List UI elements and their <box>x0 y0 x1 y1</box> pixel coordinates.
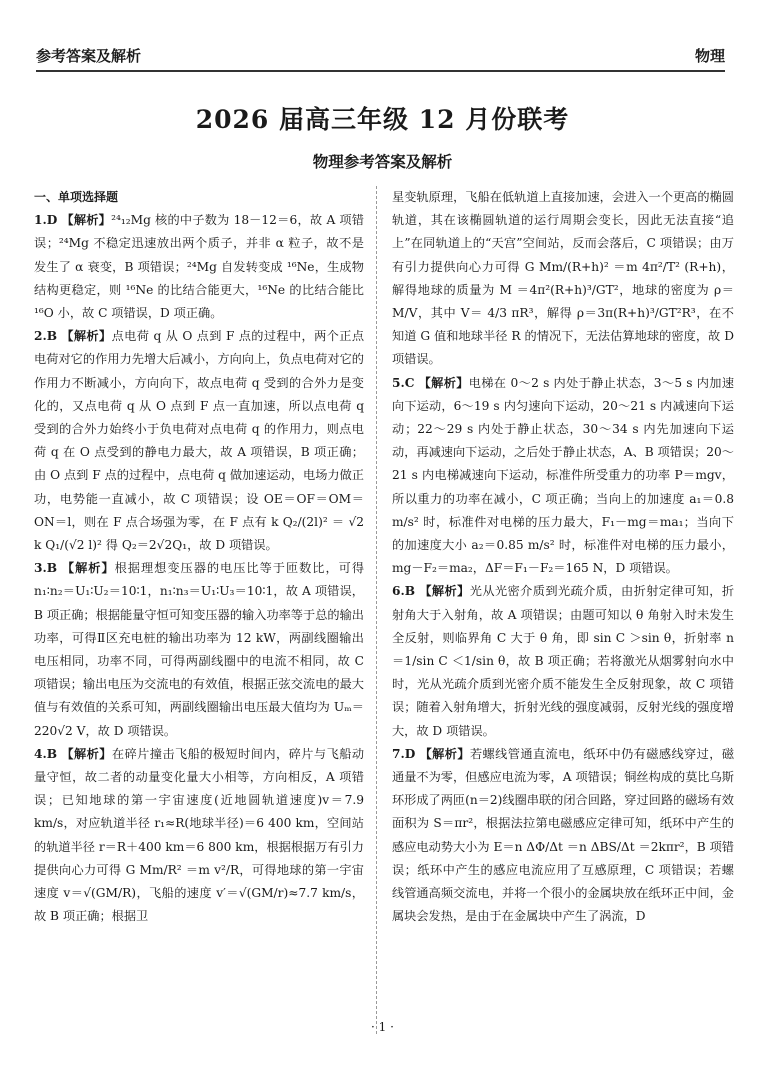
answer-item <box>34 557 364 743</box>
analysis-tag: 【解析】 <box>61 746 112 761</box>
analysis-tag: 【解析】 <box>61 329 112 344</box>
answer-text: ²⁴₁₂Mg 核的中子数为 18－12＝6，故 A 项错误；²⁴Mg 不稳定迅速放出两个质子，并非 α 粒子，故不是发生了 α 衰变，B 项错误；²⁴Mg 自发转变成 ¹⁶Ne，生成物结构更稳定，则 ¹⁶Ne 的比结合能更大，¹⁶Ne 的比结合能比 ¹⁶O 小，故 C 项错误，D 项正确。 <box>34 213 364 321</box>
analysis-tag: 【解析】 <box>61 561 115 576</box>
header-subject: 物理 <box>694 47 725 65</box>
analysis-tag: 【解析】 <box>419 584 470 599</box>
answer-number: 5.C <box>392 375 415 390</box>
answer-item <box>392 186 734 372</box>
right-column <box>392 186 734 929</box>
answer-item <box>34 209 364 325</box>
answer-text: 根据理想变压器的电压比等于匝数比，可得 n₁∶n₂＝U₁∶U₂＝10∶1，n₁∶n₃＝U₁∶U₃＝10∶1，故 A 项错误，B 项正确；根据能量守恒可知变压器的输入功率等于总的输出功率，可得Ⅱ区充电桩的输出功率为 12 kW，两副线圈输出电压相同，功率不同，可得两副线圈中的电流不相同，故 C 项错误；输出电压为交流电的有效值，根据正弦交流电的最大值与有效值的关系可知，两副线圈输出电压最大值均为 Uₘ＝220√2 V，故 D 项错误。 <box>34 561 365 738</box>
column-divider <box>376 186 377 1034</box>
page-header <box>36 44 725 72</box>
left-column <box>34 186 364 929</box>
answer-item <box>392 580 734 742</box>
answer-text: 在碎片撞击飞船的极短时间内，碎片与飞船动量守恒，故二者的动量变化量大小相等，方向相反，A 项错误；已知地球的第一宇宙速度(近地圆轨道速度)v＝7.9 km/s，对应轨道半径 r₁≈R(地球半径)＝6 400 km，空间站的轨道半径 r＝R＋400 km＝6 800 km，根据根据万有引力提供向心力可得 G Mm/R² ＝m v²/R，可得地球的第一宇宙速度 v＝√(GM/R)，飞船的速度 v′＝√(GM/r)≈7.7 km/s，故 B 项正确；根据卫 <box>34 746 365 924</box>
analysis-tag: 【解析】 <box>419 746 470 761</box>
answer-text: 星变轨原理，飞船在低轨道上直接加速，会进入一个更高的椭圆轨道，其在该椭圆轨道的运行周期会变长，因此无法直接“追上”在同轨道上的“天宫”空间站，反而会落后，C 项错误；由万有引力提供向心力可得 G Mm/(R+h)² ＝m 4π²/T² (R+h)，解得地球的质量为 M ＝4π²(R+h)³/GT²，地球的密度为 ρ＝M/V，其中 V＝ 4/3 πR³，解得 ρ＝3π(R+h)³/GT²R³，在不知道 G 值和地球半径 R 的情况下，无法估算地球的密度，故 D 项错误。 <box>392 190 734 367</box>
answer-number: 2.B <box>34 329 58 344</box>
answer-number: 4.B <box>34 746 58 761</box>
analysis-tag: 【解析】 <box>418 375 469 390</box>
answer-text: 电梯在 0～2 s 内处于静止状态，3～5 s 内加速向下运动，6～19 s 内匀速向下运动，20～21 s 内减速向下运动；22～29 s 内处于静止状态，30～34 s 内先加速向下运动，再减速向下运动，之后处于静止状态，A、B 项错误；20～21 s 内电梯减速向下运动，标准件所受重力的功率 P＝mgv，所以重力的功率在减小，C 项正确；当向上的加速度 a₁＝0.8 m/s² 时，标准件对电梯的压力最大，F₁－mg＝ma₁；当向下的加速度大小 a₂＝0.85 m/s² 时，标准件对电梯的压力最小，mg－F₂＝ma₂，ΔF＝F₁－F₂＝165 N，D 项错误。 <box>392 375 735 576</box>
page-subtitle: 物理参考答案及解析 <box>312 153 453 171</box>
answer-text: 点电荷 q 从 O 点到 F 点的过程中，两个正点电荷对它的作用力先增大后减小，方向向上，负点电荷对它的作用力不断减小，方向向下，故点电荷 q 受到的合外力是变化的，又点电荷 q 从 O 点到 F 点一直加速，所以点电荷 q 受到的合外力始终小于负电荷对点电荷 q 的作用力，则点电荷 q 在 O 点受到的静电力最大，故 A 项错误，B 项正确；由 O 点到 F 点的过程中，点电荷 q 做加速运动，电场力做正功，电势能一直减小，故 C 项错误；设 OE＝OF＝OM＝ON＝l，则在 F 点合场强为零，在 F 点有 k Q₂/(2l)² ＝ √2 k Q₁/(√2 l)² 得 Q₂＝2√2Q₁，故 D 项错误。 <box>34 329 365 553</box>
answer-number: 1.D <box>34 213 58 228</box>
page-number: · 1 · <box>371 1020 394 1034</box>
answer-item <box>34 325 364 557</box>
page-title: 2026 届高三年级 12 月份联考 <box>195 105 570 134</box>
answer-text: 若螺线管通直流电，纸环中仍有磁感线穿过，磁通量不为零，但感应电流为零，A 项错误；铜丝构成的莫比乌斯环形成了两匝(n＝2)线圈串联的闭合回路，穿过回路的磁场有效面积为 S＝πr²，根据法拉第电磁感应定律可知，纸环中产生的感应电动势大小为 E＝n ΔΦ/Δt ＝n ΔBS/Δt ＝2kπr²，B 项错误；纸环中产生的感应电流应用了互感原理，C 项错误；若螺线管通高频交流电，并将一个很小的金属块放在纸环正中间，金属块会发热，是由于在金属块中产生了涡流，D <box>392 746 735 924</box>
answer-number: 6.B <box>392 584 416 599</box>
answer-number: 7.D <box>392 746 416 761</box>
answer-item <box>392 372 734 581</box>
section-title: 一、单项选择题 <box>34 190 119 204</box>
answer-item <box>392 743 734 929</box>
answer-text: 光从光密介质到光疏介质，由折射定律可知，折射角大于入射角，故 A 项错误；由题可知以 θ 角射入时未发生全反射，则临界角 C 大于 θ 角，即 sin C ＞sin θ，折射率 n＝1/sin C ＜1/sin θ，故 B 项正确；若将激光从烟雾射向水中时，光从光疏介质到光密介质不能发生全反射现象，故 C 项错误；随着入射角增大，折射光线的强度减弱，反射光线的强度增大，故 D 项错误。 <box>392 584 735 738</box>
header-left-title: 参考答案及解析 <box>36 47 142 65</box>
analysis-tag: 【解析】 <box>61 213 112 228</box>
answer-number: 3.B <box>34 561 58 576</box>
answer-item <box>34 743 364 929</box>
